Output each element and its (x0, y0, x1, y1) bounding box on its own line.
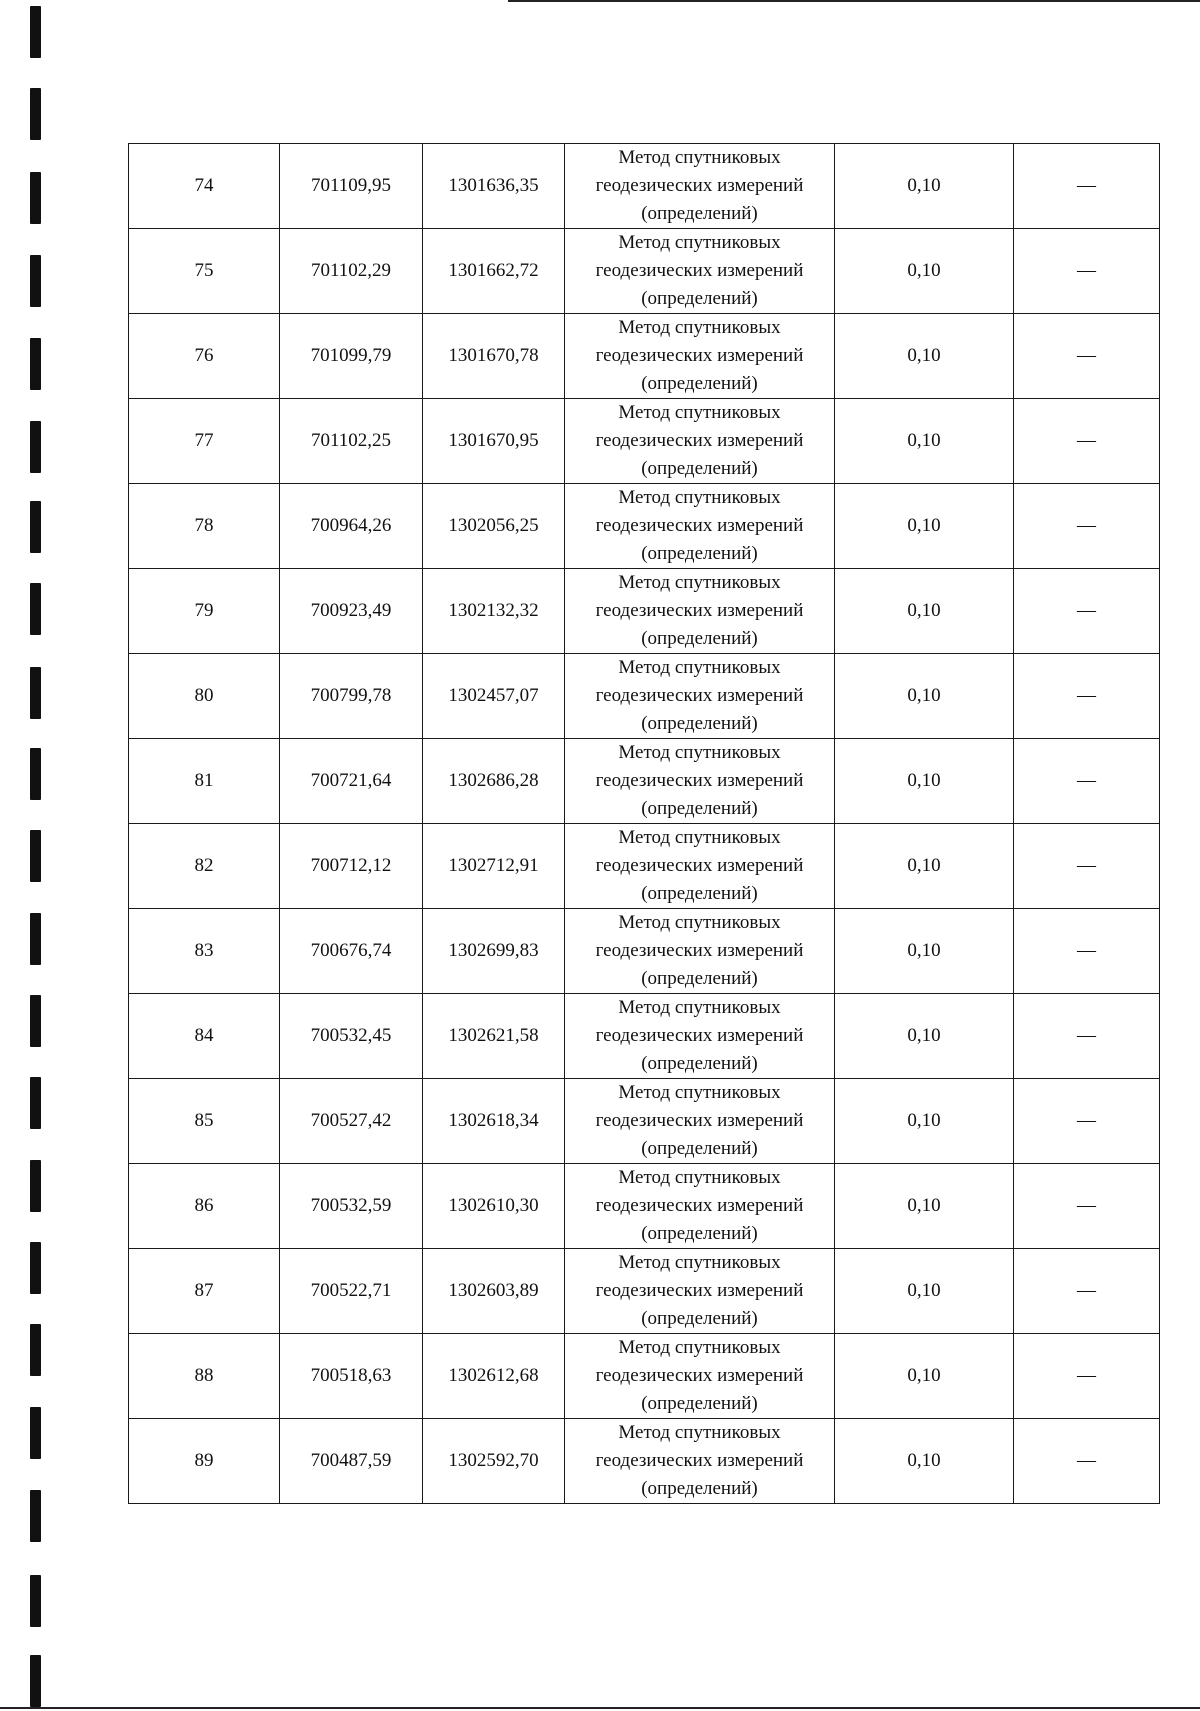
note-cell: — (1014, 314, 1160, 399)
binding-mark (30, 421, 41, 473)
note-cell: — (1014, 739, 1160, 824)
y-coordinate-cell: 1302056,25 (423, 484, 565, 569)
note-cell: — (1014, 399, 1160, 484)
method-line: (определений) (641, 543, 758, 564)
point-number-cell: 78 (129, 484, 280, 569)
table-row (129, 909, 1160, 994)
top-edge-rule (508, 0, 1200, 2)
table-row (129, 1419, 1160, 1504)
note-cell: — (1014, 1249, 1160, 1334)
point-number-cell: 75 (129, 229, 280, 314)
accuracy-cell: 0,10 (835, 399, 1014, 484)
point-number-cell: 80 (129, 654, 280, 739)
binding-mark (30, 1490, 41, 1542)
method-cell (565, 739, 835, 824)
method-line: (определений) (641, 1223, 758, 1244)
table-row (129, 314, 1160, 399)
accuracy-cell: 0,10 (835, 1419, 1014, 1504)
method-cell (565, 484, 835, 569)
x-coordinate-cell: 700712,12 (280, 824, 423, 909)
y-coordinate-cell: 1301670,95 (423, 399, 565, 484)
method-line: геодезических измерений (595, 685, 804, 706)
binding-mark (30, 1407, 41, 1459)
table-row (129, 1164, 1160, 1249)
note-cell: — (1014, 229, 1160, 314)
point-number-cell: 77 (129, 399, 280, 484)
method-cell (565, 569, 835, 654)
method-line: геодезических измерений (595, 1450, 804, 1471)
table-row (129, 399, 1160, 484)
point-number-cell: 87 (129, 1249, 280, 1334)
method-line: (определений) (641, 713, 758, 734)
note-cell: — (1014, 1334, 1160, 1419)
table-row (129, 1334, 1160, 1419)
method-line: геодезических измерений (595, 1195, 804, 1216)
method-line: Метод спутниковых (618, 317, 781, 338)
method-line: геодезических измерений (595, 515, 804, 536)
accuracy-cell: 0,10 (835, 1079, 1014, 1164)
method-line: геодезических измерений (595, 345, 804, 366)
x-coordinate-cell: 701099,79 (280, 314, 423, 399)
x-coordinate-cell: 700532,45 (280, 994, 423, 1079)
table-row (129, 739, 1160, 824)
coordinates-table-body (129, 144, 1160, 1504)
method-line: (определений) (641, 373, 758, 394)
method-line: геодезических измерений (595, 770, 804, 791)
binding-mark (30, 88, 41, 140)
y-coordinate-cell: 1302712,91 (423, 824, 565, 909)
y-coordinate-cell: 1302699,83 (423, 909, 565, 994)
method-line: (определений) (641, 203, 758, 224)
accuracy-cell: 0,10 (835, 144, 1014, 229)
method-line: Метод спутниковых (618, 1337, 781, 1358)
y-coordinate-cell: 1302618,34 (423, 1079, 565, 1164)
binding-mark (30, 913, 41, 965)
y-coordinate-cell: 1302592,70 (423, 1419, 565, 1504)
binding-mark (30, 1242, 41, 1294)
bottom-edge-rule (0, 1707, 1200, 1709)
method-cell (565, 399, 835, 484)
method-line: геодезических измерений (595, 1280, 804, 1301)
binding-mark (30, 501, 41, 553)
method-line: Метод спутниковых (618, 1082, 781, 1103)
method-line: (определений) (641, 458, 758, 479)
method-line: (определений) (641, 628, 758, 649)
method-cell (565, 654, 835, 739)
binding-mark (30, 1160, 41, 1212)
x-coordinate-cell: 701102,29 (280, 229, 423, 314)
binding-mark (30, 1077, 41, 1129)
method-cell (565, 1164, 835, 1249)
x-coordinate-cell: 701102,25 (280, 399, 423, 484)
method-line: геодезических измерений (595, 175, 804, 196)
method-line: Метод спутниковых (618, 1252, 781, 1273)
method-line: (определений) (641, 1478, 758, 1499)
accuracy-cell: 0,10 (835, 739, 1014, 824)
note-cell: — (1014, 144, 1160, 229)
x-coordinate-cell: 701109,95 (280, 144, 423, 229)
method-line: (определений) (641, 798, 758, 819)
method-line: Метод спутниковых (618, 1167, 781, 1188)
method-line: Метод спутниковых (618, 232, 781, 253)
y-coordinate-cell: 1301670,78 (423, 314, 565, 399)
x-coordinate-cell: 700532,59 (280, 1164, 423, 1249)
binding-mark (30, 338, 41, 390)
y-coordinate-cell: 1301636,35 (423, 144, 565, 229)
accuracy-cell: 0,10 (835, 1334, 1014, 1419)
note-cell: — (1014, 569, 1160, 654)
point-number-cell: 86 (129, 1164, 280, 1249)
binding-mark (30, 667, 41, 719)
accuracy-cell: 0,10 (835, 229, 1014, 314)
method-line: геодезических измерений (595, 260, 804, 281)
x-coordinate-cell: 700676,74 (280, 909, 423, 994)
point-number-cell: 74 (129, 144, 280, 229)
method-cell (565, 1249, 835, 1334)
y-coordinate-cell: 1302610,30 (423, 1164, 565, 1249)
binding-mark (30, 830, 41, 882)
y-coordinate-cell: 1302686,28 (423, 739, 565, 824)
method-line: Метод спутниковых (618, 742, 781, 763)
y-coordinate-cell: 1302457,07 (423, 654, 565, 739)
note-cell: — (1014, 824, 1160, 909)
method-line: геодезических измерений (595, 855, 804, 876)
point-number-cell: 79 (129, 569, 280, 654)
method-cell (565, 1334, 835, 1419)
binding-mark (30, 583, 41, 635)
x-coordinate-cell: 700721,64 (280, 739, 423, 824)
note-cell: — (1014, 994, 1160, 1079)
method-line: Метод спутниковых (618, 997, 781, 1018)
table-row (129, 569, 1160, 654)
method-cell (565, 1079, 835, 1164)
method-line: (определений) (641, 1138, 758, 1159)
table-row (129, 994, 1160, 1079)
note-cell: — (1014, 1079, 1160, 1164)
method-line: (определений) (641, 1053, 758, 1074)
method-line: Метод спутниковых (618, 657, 781, 678)
table-row (129, 1249, 1160, 1334)
method-line: Метод спутниковых (618, 402, 781, 423)
binding-mark (30, 748, 41, 800)
method-line: Метод спутниковых (618, 1422, 781, 1443)
point-number-cell: 81 (129, 739, 280, 824)
table-row (129, 1079, 1160, 1164)
y-coordinate-cell: 1302132,32 (423, 569, 565, 654)
method-cell (565, 824, 835, 909)
point-number-cell: 76 (129, 314, 280, 399)
method-line: (определений) (641, 968, 758, 989)
binding-mark (30, 1655, 41, 1707)
table-row (129, 654, 1160, 739)
x-coordinate-cell: 700923,49 (280, 569, 423, 654)
point-number-cell: 85 (129, 1079, 280, 1164)
y-coordinate-cell: 1302621,58 (423, 994, 565, 1079)
method-line: Метод спутниковых (618, 572, 781, 593)
binding-mark (30, 6, 41, 58)
method-line: геодезических измерений (595, 430, 804, 451)
method-cell (565, 229, 835, 314)
method-line: геодезических измерений (595, 940, 804, 961)
binding-mark (30, 255, 41, 307)
accuracy-cell: 0,10 (835, 484, 1014, 569)
x-coordinate-cell: 700487,59 (280, 1419, 423, 1504)
point-number-cell: 88 (129, 1334, 280, 1419)
point-number-cell: 82 (129, 824, 280, 909)
binding-marks (30, 0, 44, 1711)
note-cell: — (1014, 484, 1160, 569)
method-line: геодезических измерений (595, 1025, 804, 1046)
method-line: геодезических измерений (595, 1365, 804, 1386)
coordinates-table (128, 143, 1160, 1504)
table-row (129, 144, 1160, 229)
method-cell (565, 314, 835, 399)
binding-mark (30, 1575, 41, 1627)
method-cell (565, 994, 835, 1079)
y-coordinate-cell: 1302612,68 (423, 1334, 565, 1419)
method-line: (определений) (641, 883, 758, 904)
note-cell: — (1014, 1164, 1160, 1249)
point-number-cell: 83 (129, 909, 280, 994)
method-line: Метод спутниковых (618, 912, 781, 933)
accuracy-cell: 0,10 (835, 314, 1014, 399)
method-line: геодезических измерений (595, 1110, 804, 1131)
y-coordinate-cell: 1302603,89 (423, 1249, 565, 1334)
note-cell: — (1014, 654, 1160, 739)
accuracy-cell: 0,10 (835, 824, 1014, 909)
x-coordinate-cell: 700522,71 (280, 1249, 423, 1334)
method-line: геодезических измерений (595, 600, 804, 621)
method-line: Метод спутниковых (618, 147, 781, 168)
x-coordinate-cell: 700527,42 (280, 1079, 423, 1164)
table-row (129, 484, 1160, 569)
x-coordinate-cell: 700964,26 (280, 484, 423, 569)
method-line: (определений) (641, 1393, 758, 1414)
method-line: (определений) (641, 288, 758, 309)
y-coordinate-cell: 1301662,72 (423, 229, 565, 314)
table-row (129, 824, 1160, 909)
point-number-cell: 84 (129, 994, 280, 1079)
binding-mark (30, 995, 41, 1047)
method-cell (565, 909, 835, 994)
accuracy-cell: 0,10 (835, 994, 1014, 1079)
method-line: Метод спутниковых (618, 487, 781, 508)
method-cell (565, 144, 835, 229)
method-line: Метод спутниковых (618, 827, 781, 848)
x-coordinate-cell: 700518,63 (280, 1334, 423, 1419)
table-row (129, 229, 1160, 314)
method-cell (565, 1419, 835, 1504)
x-coordinate-cell: 700799,78 (280, 654, 423, 739)
accuracy-cell: 0,10 (835, 1249, 1014, 1334)
accuracy-cell: 0,10 (835, 569, 1014, 654)
accuracy-cell: 0,10 (835, 1164, 1014, 1249)
note-cell: — (1014, 909, 1160, 994)
point-number-cell: 89 (129, 1419, 280, 1504)
note-cell: — (1014, 1419, 1160, 1504)
accuracy-cell: 0,10 (835, 909, 1014, 994)
method-line: (определений) (641, 1308, 758, 1329)
binding-mark (30, 172, 41, 224)
accuracy-cell: 0,10 (835, 654, 1014, 739)
binding-mark (30, 1324, 41, 1376)
